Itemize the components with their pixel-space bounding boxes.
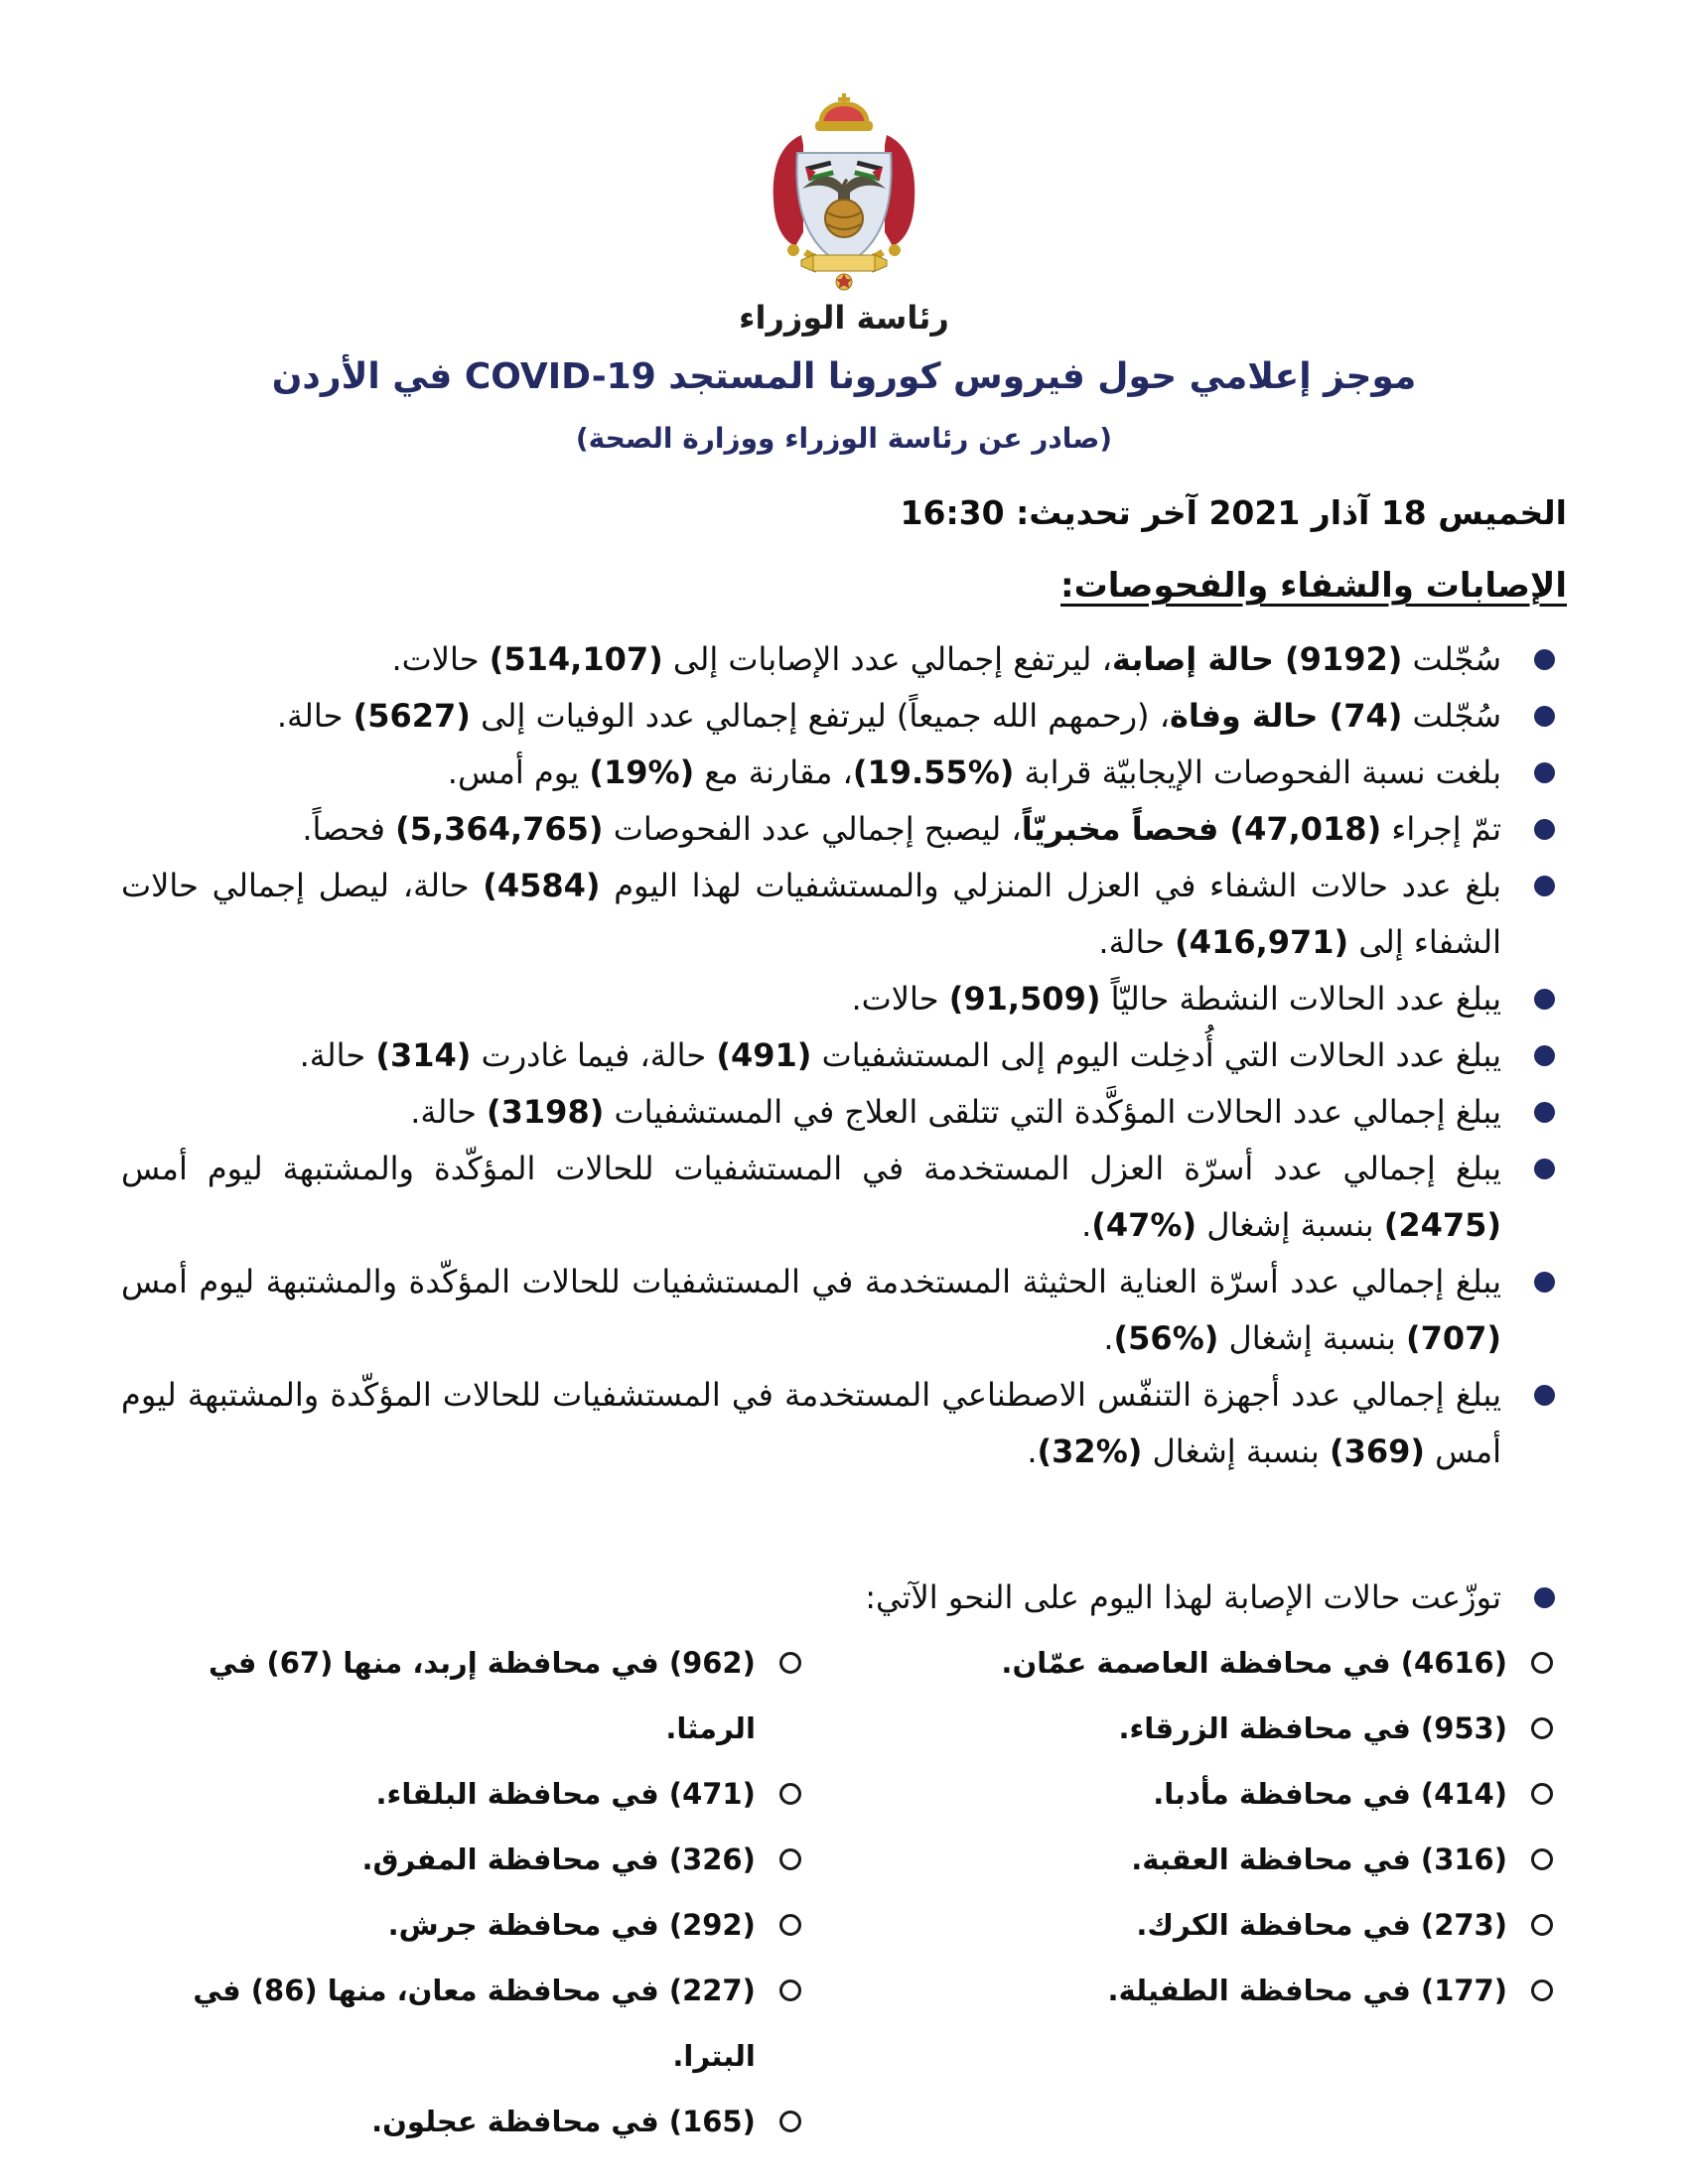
governorate-item: (953) في محافظة الزرقاء. (815, 1696, 1567, 1761)
stats-list (121, 631, 1567, 1480)
distribution-intro (121, 1570, 1567, 1626)
governorate-item: (471) في محافظة البلقاء. (121, 1761, 815, 1827)
governorate-item: (316) في محافظة العقبة. (815, 1827, 1567, 1892)
date-line: الخميس 18 آذار 2021 آخر تحديث: 16:30 (900, 493, 1567, 532)
section-heading-text: الإصابات والشفاء والفحوصات: (1060, 566, 1567, 606)
governorates-left-list (121, 1630, 815, 2154)
stat-bullet: يبلغ عدد الحالات النشطة حاليّاً (91,509) حالات. (121, 971, 1567, 1027)
stat-bullet: يبلغ عدد الحالات التي أُدخِلت اليوم إلى المستشفيات (491) حالة، فيما غادرت (314) حالة. (121, 1027, 1567, 1084)
governorate-item: (962) في محافظة إربد، منها (67) في الرمثا. (121, 1630, 815, 1761)
page-subtitle: (صادر عن رئاسة الوزراء ووزارة الصحة) (575, 422, 1113, 455)
stat-bullet: سُجّلت (74) حالة وفاة، (رحمهم الله جميعاً) ليرتفع إجمالي عدد الوفيات إلى (5627) حالة. (121, 688, 1567, 745)
section-heading-cases (121, 564, 1567, 608)
logo-caption: رئاسة الوزراء (739, 299, 949, 337)
jordan-coat-of-arms-logo (121, 0, 1567, 338)
governorate-item: (165) في محافظة عجلون. (121, 2089, 815, 2154)
stat-bullet: تمّ إجراء (47,018) فحصاً مخبريّاً، ليصبح إجمالي عدد الفحوصات (5,364,765) فحصاً. (121, 801, 1567, 858)
governorates-right-list (815, 1630, 1567, 2154)
distribution-columns (121, 1630, 1567, 2154)
stat-bullet: يبلغ إجمالي عدد أسرّة العناية الحثيثة المستخدمة في المستشفيات للحالات المؤكّدة والمشتبهة ليوم أمس (707) بنسبة إشغال (%56). (121, 1254, 1567, 1367)
stat-bullet: يبلغ إجمالي عدد أجهزة التنفّس الاصطناعي المستخدمة في المستشفيات للحالات المؤكّدة والمشتبهة ليوم أمس (369) بنسبة إشغال (%32). (121, 1367, 1567, 1480)
document-header (121, 0, 1567, 534)
stat-bullet: بلغ عدد حالات الشفاء في العزل المنزلي والمستشفيات لهذا اليوم (4584) حالة، ليصل إجمالي حالات الشفاء إلى (416,971) حالة. (121, 858, 1567, 971)
stat-bullet: سُجّلت (9192) حالة إصابة، ليرتفع إجمالي عدد الإصابات إلى (514,107) حالات. (121, 631, 1567, 688)
crest-icon (750, 83, 938, 294)
stat-bullet: بلغت نسبة الفحوصات الإيجابيّة قرابة (%19.55)، مقارنة مع (%19) يوم أمس. (121, 745, 1567, 801)
governorate-item: (292) في محافظة جرش. (121, 1892, 815, 1958)
governorate-item: (177) في محافظة الطفيلة. (815, 1958, 1567, 2023)
governorate-item: (227) في محافظة معان، منها (86) في البترا. (121, 1958, 815, 2089)
distribution-intro-bullet: توزّعت حالات الإصابة لهذا اليوم على النحو الآتي: (121, 1570, 1567, 1626)
governorate-item: (273) في محافظة الكرك. (815, 1892, 1567, 1958)
governorate-item: (4616) في محافظة العاصمة عمّان. (815, 1630, 1567, 1696)
governorate-item: (414) في محافظة مأدبا. (815, 1761, 1567, 1827)
page-title: موجز إعلامي حول فيروس كورونا المستجد COVID-19 في الأردن (271, 356, 1417, 397)
stat-bullet: يبلغ إجمالي عدد الحالات المؤكَّدة التي تتلقى العلاج في المستشفيات (3198) حالة. (121, 1084, 1567, 1141)
governorate-item: (326) في محافظة المفرق. (121, 1827, 815, 1892)
stat-bullet: يبلغ إجمالي عدد أسرّة العزل المستخدمة في المستشفيات للحالات المؤكّدة والمشتبهة ليوم أمس (2475) بنسبة إشغال (%47). (121, 1141, 1567, 1254)
